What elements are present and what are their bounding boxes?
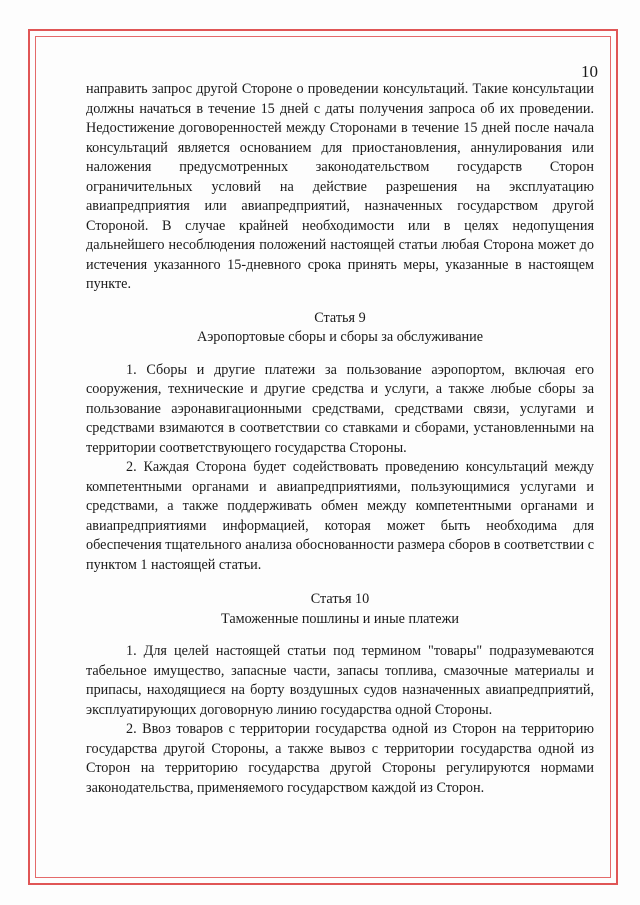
article-9 [86,309,594,576]
document-body [86,80,594,798]
article-9-paragraph-1: 1. Сборы и другие платежи за пользование аэропортом, включая его сооружения, технические и другие средства и услуги, а также любые сборы за пользование аэронавигационными средствами, средствами связи, услугами и средствами взимаются в соответствии со ставками и сборами, установленными на территории соответствующего государства Стороны. [86,361,594,456]
article-10 [86,590,594,798]
page-number: 10 [581,62,598,81]
article-10-number: Статья 10 [310,591,370,607]
article-10-paragraph-2: 2. Ввоз товаров с территории государства одной из Сторон на территорию государства другой Стороны, а также вывоз с территории государства одной из Сторон на территорию государства другой Стороны регулируются нормами законодательства, применяемого государством каждой из Сторон. [86,721,594,796]
article-9-number: Статья 9 [314,309,366,326]
article-10-paragraph-1: 1. Для целей настоящей статьи под термином "товары" подразумеваются табельное имущество, запасные части, запасы топлива, смазочные материалы и припасы, находящиеся на борту воздушных судов назначенных авиапредприятий, эксплуатирующих договорную линию государства одной Стороны. [86,643,594,718]
article-9-title: Аэропортовые сборы и сборы за обслуживание [196,329,484,345]
opening-paragraph: направить запрос другой Стороне о проведении консультаций. Такие консультации должны начаться в течение 15 дней с даты получения запроса об их проведении. Недостижение договоренностей между Сторонами в течение 15 дней после начала консультаций является основанием для приостановления, аннулирования или наложения предусмотренных законодательством государств Сторон ограничительных условий на действие разрешения на эксплуатацию авиапредприятия или авиапредприятий, назначенных государством другой Стороной. В случае крайней необходимости или в целях недопущения дальнейшего несоблюдения положений настоящей статьи любая Сторона может до истечения указанного 15-дневного срока принять меры, указанные в настоящем пункте. [86,81,594,292]
article-9-paragraph-2: 2. Каждая Сторона будет содействовать проведению консультаций между компетентными органами и авиапредприятиями, пользующимися услугами и средствами, а также поддерживать обмен между компетентными органами и авиапредприятиями информацией, которая может быть необходима для обеспечения тщательного анализа обоснованности размера сборов в соответствии с пунктом 1 настоящей статьи. [86,459,594,573]
article-10-title: Таможенные пошлины и иные платежи [221,610,459,627]
